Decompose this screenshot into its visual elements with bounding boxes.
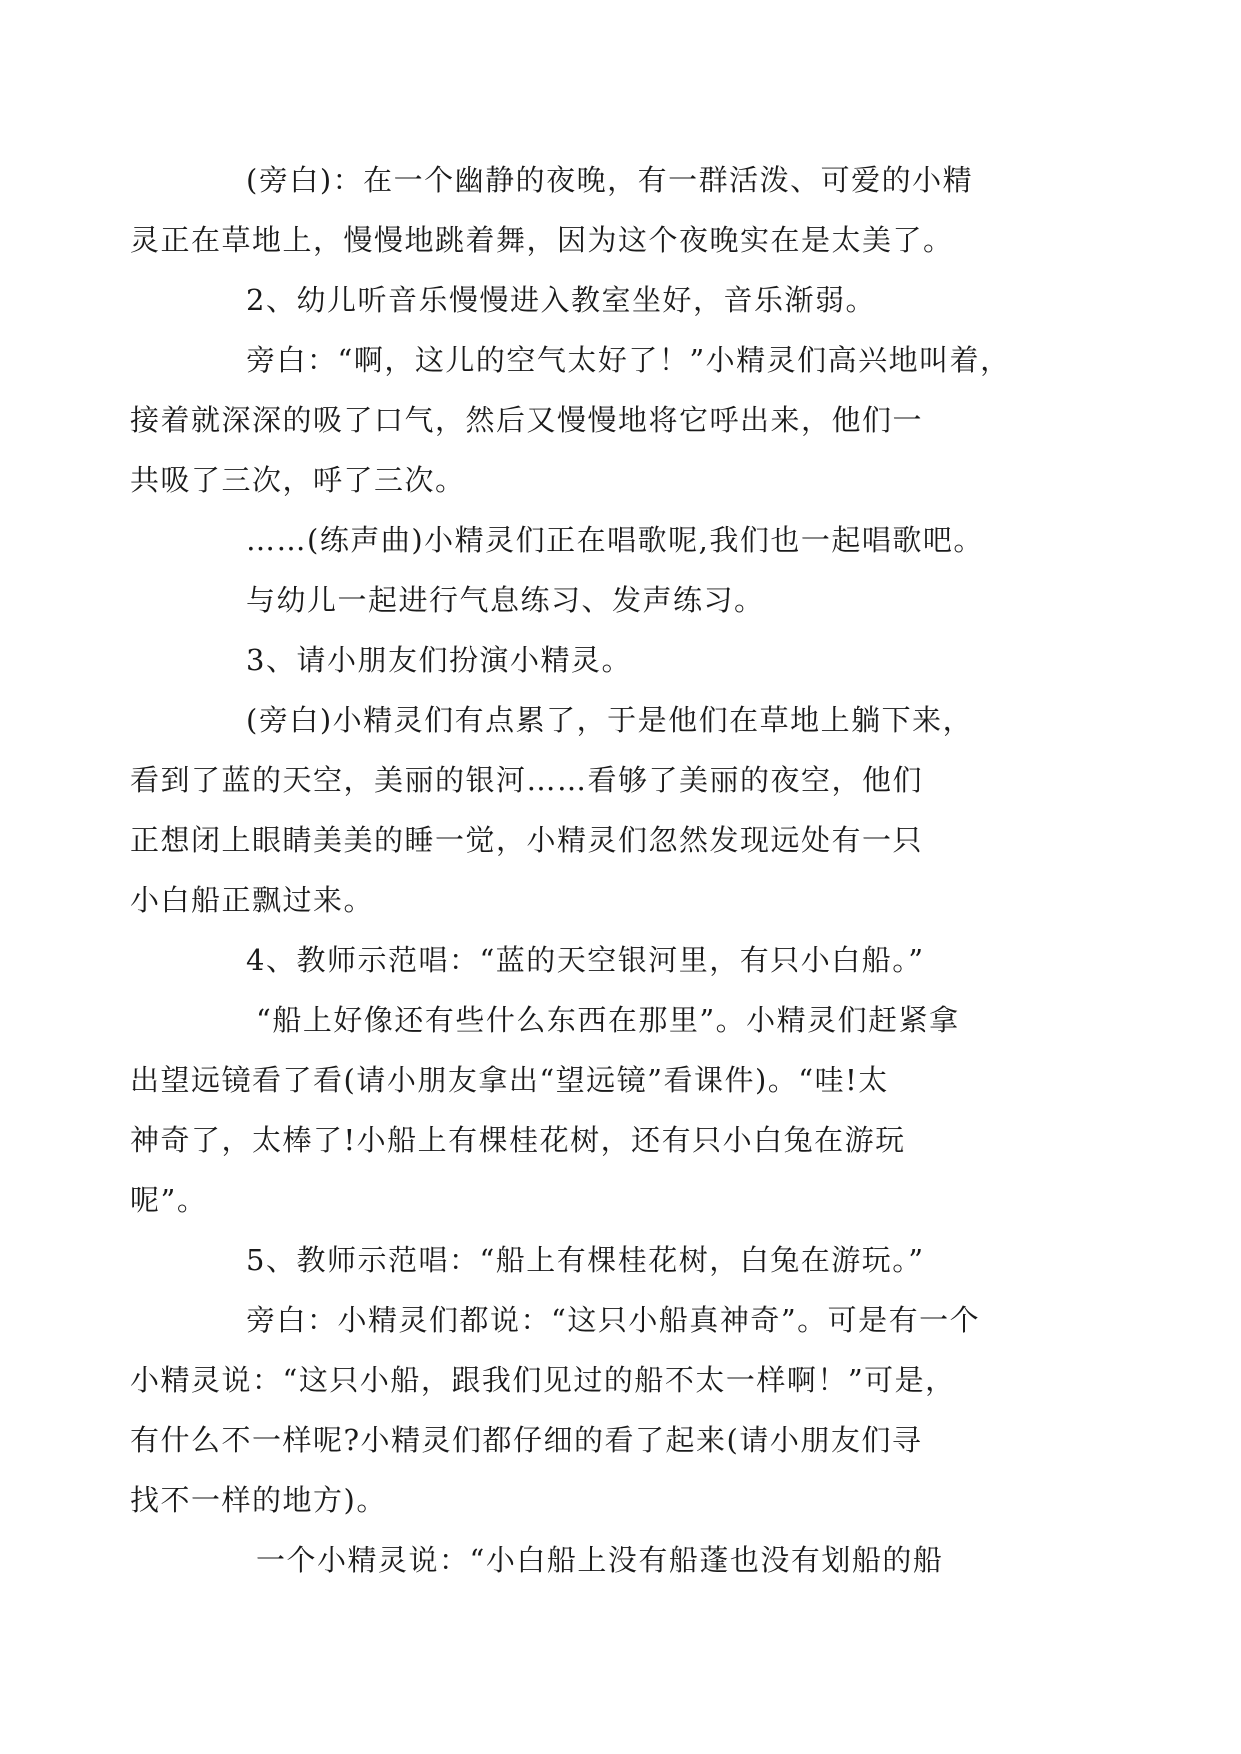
text-line: 找不一样的地方)。 bbox=[130, 1483, 387, 1517]
text-line: 与幼儿一起进行气息练习、发声练习。 bbox=[246, 583, 765, 617]
paragraph-narration-night-sky bbox=[130, 690, 1053, 930]
text-line: 看到了蓝的天空，美丽的银河……看够了美丽的夜空，他们 bbox=[130, 763, 924, 797]
paragraph-narration-intro bbox=[130, 150, 1053, 270]
paragraph-step-3 bbox=[188, 630, 1053, 690]
text-line: 接着就深深的吸了口气，然后又慢慢地将它呼出来，他们一 bbox=[130, 403, 924, 437]
text-line: “船上好像还有些什么东西在那里”。小精灵们赶紧拿 bbox=[256, 1003, 960, 1037]
paragraph-vocal-exercise bbox=[188, 510, 1053, 570]
text-line: 正想闭上眼睛美美的睡一觉，小精灵们忽然发现远处有一只 bbox=[130, 823, 924, 857]
text-line: 小精灵说：“这只小船，跟我们见过的船不太一样啊！”可是， bbox=[130, 1363, 956, 1397]
text-line: 灵正在草地上，慢慢地跳着舞，因为这个夜晚实在是太美了。 bbox=[130, 223, 954, 257]
text-line: 呢”。 bbox=[130, 1183, 208, 1217]
text-line: 5、教师示范唱：“船上有棵桂花树，白兔在游玩。” bbox=[246, 1243, 925, 1277]
text-line: 旁白：“啊，这儿的空气太好了！”小精灵们高兴地叫着， bbox=[246, 343, 1011, 377]
text-line: ……(练声曲)小精灵们正在唱歌呢,我们也一起唱歌吧。 bbox=[246, 523, 984, 557]
paragraph-breathing-practice bbox=[188, 570, 1053, 630]
text-line: (旁白)小精灵们有点累了，于是他们在草地上躺下来， bbox=[246, 703, 974, 737]
text-line: 旁白：小精灵们都说：“这只小船真神奇”。可是有一个 bbox=[246, 1303, 981, 1337]
text-line: (旁白)：在一个幽静的夜晚，有一群活泼、可爱的小精 bbox=[246, 163, 974, 197]
text-line: 一个小精灵说：“小白船上没有船蓬也没有划船的船 bbox=[256, 1543, 944, 1577]
text-line: 出望远镜看了看(请小朋友拿出“望远镜”看课件)。“哇!太 bbox=[130, 1063, 889, 1097]
text-line: 3、请小朋友们扮演小精灵。 bbox=[246, 643, 632, 677]
text-line: 神奇了，太棒了!小船上有棵桂花树，还有只小白兔在游玩 bbox=[130, 1123, 906, 1157]
text-line: 小白船正飘过来。 bbox=[130, 883, 375, 917]
paragraph-step-5 bbox=[188, 1230, 1053, 1290]
document-body bbox=[130, 150, 1053, 1590]
text-line: 4、教师示范唱：“蓝的天空银河里，有只小白船。” bbox=[246, 943, 925, 977]
paragraph-final-line bbox=[188, 1530, 1053, 1590]
paragraph-step-2 bbox=[188, 270, 1053, 330]
paragraph-telescope bbox=[130, 990, 1053, 1230]
text-line: 共吸了三次，呼了三次。 bbox=[130, 463, 466, 497]
text-line: 2、幼儿听音乐慢慢进入教室坐好，音乐渐弱。 bbox=[246, 283, 876, 317]
paragraph-narration-air bbox=[130, 330, 1053, 510]
paragraph-narration-boat bbox=[130, 1290, 1053, 1530]
text-line: 有什么不一样呢?小精灵们都仔细的看了起来(请小朋友们寻 bbox=[130, 1423, 923, 1457]
paragraph-step-4 bbox=[188, 930, 1053, 990]
